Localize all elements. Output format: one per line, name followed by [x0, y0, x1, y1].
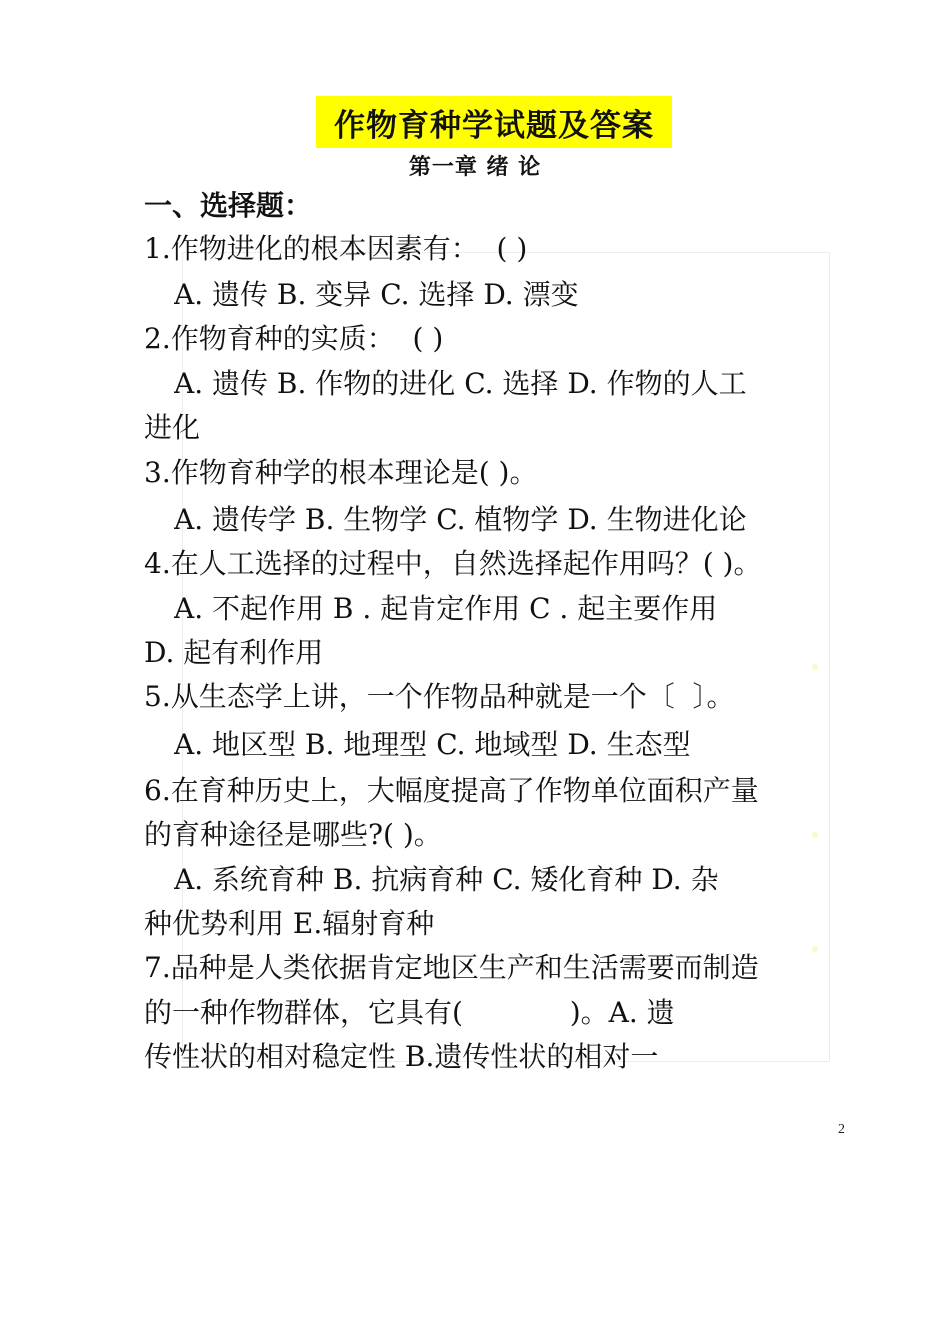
question-5-options: A. 地区型 B. 地理型 C. 地域型 D. 生态型 [174, 728, 691, 761]
question-5: 5.从生态学上讲，一个作物品种就是一个〔 〕。 [144, 680, 735, 713]
question-3-options: A. 遗传学 B. 生物学 C. 植物学 D. 生物进化论 [174, 503, 747, 536]
page-number: 2 [838, 1122, 845, 1137]
question-3: 3.作物育种学的根本理论是( )。 [144, 456, 538, 489]
question-2-options-cont: 进化 [144, 411, 201, 444]
question-6-options: A. 系统育种 B. 抗病育种 C. 矮化育种 D. 杂 [174, 863, 719, 896]
question-4-options-cont: D. 起有利作用 [144, 636, 324, 669]
question-2-options: A. 遗传 B. 作物的进化 C. 选择 D. 作物的人工 [174, 367, 747, 400]
question-7-cont: 的一种作物群体，它具有( )。A. 遗 [144, 996, 675, 1029]
question-4: 4.在人工选择的过程中，自然选择起作用吗？( )。 [144, 547, 762, 580]
question-7: 7.品种是人类依据肯定地区生产和生活需要而制造 [144, 951, 759, 984]
question-7-options-cont: 传性状的相对稳定性 B.遗传性状的相对一 [144, 1040, 659, 1073]
question-6: 6.在育种历史上，大幅度提高了作物单位面积产量 [144, 774, 759, 807]
section-heading: 一、选择题： [144, 189, 313, 222]
document-title: 作物育种学试题及答案 [334, 107, 654, 144]
chapter-heading: 第一章 绪 论 [408, 155, 542, 180]
question-2: 2.作物育种的实质： ( ) [144, 322, 444, 355]
question-1-options: A. 遗传 B. 变异 C. 选择 D. 漂变 [174, 278, 579, 311]
question-4-options: A. 不起作用 B . 起肯定作用 C . 起主要作用 [174, 592, 718, 625]
title-highlight [316, 96, 672, 148]
question-6-options-cont: 种优势利用 E.辐射育种 [144, 907, 435, 940]
question-6-cont: 的育种途径是哪些?( )。 [144, 818, 442, 851]
question-1: 1.作物进化的根本因素有： ( ) [144, 232, 528, 265]
